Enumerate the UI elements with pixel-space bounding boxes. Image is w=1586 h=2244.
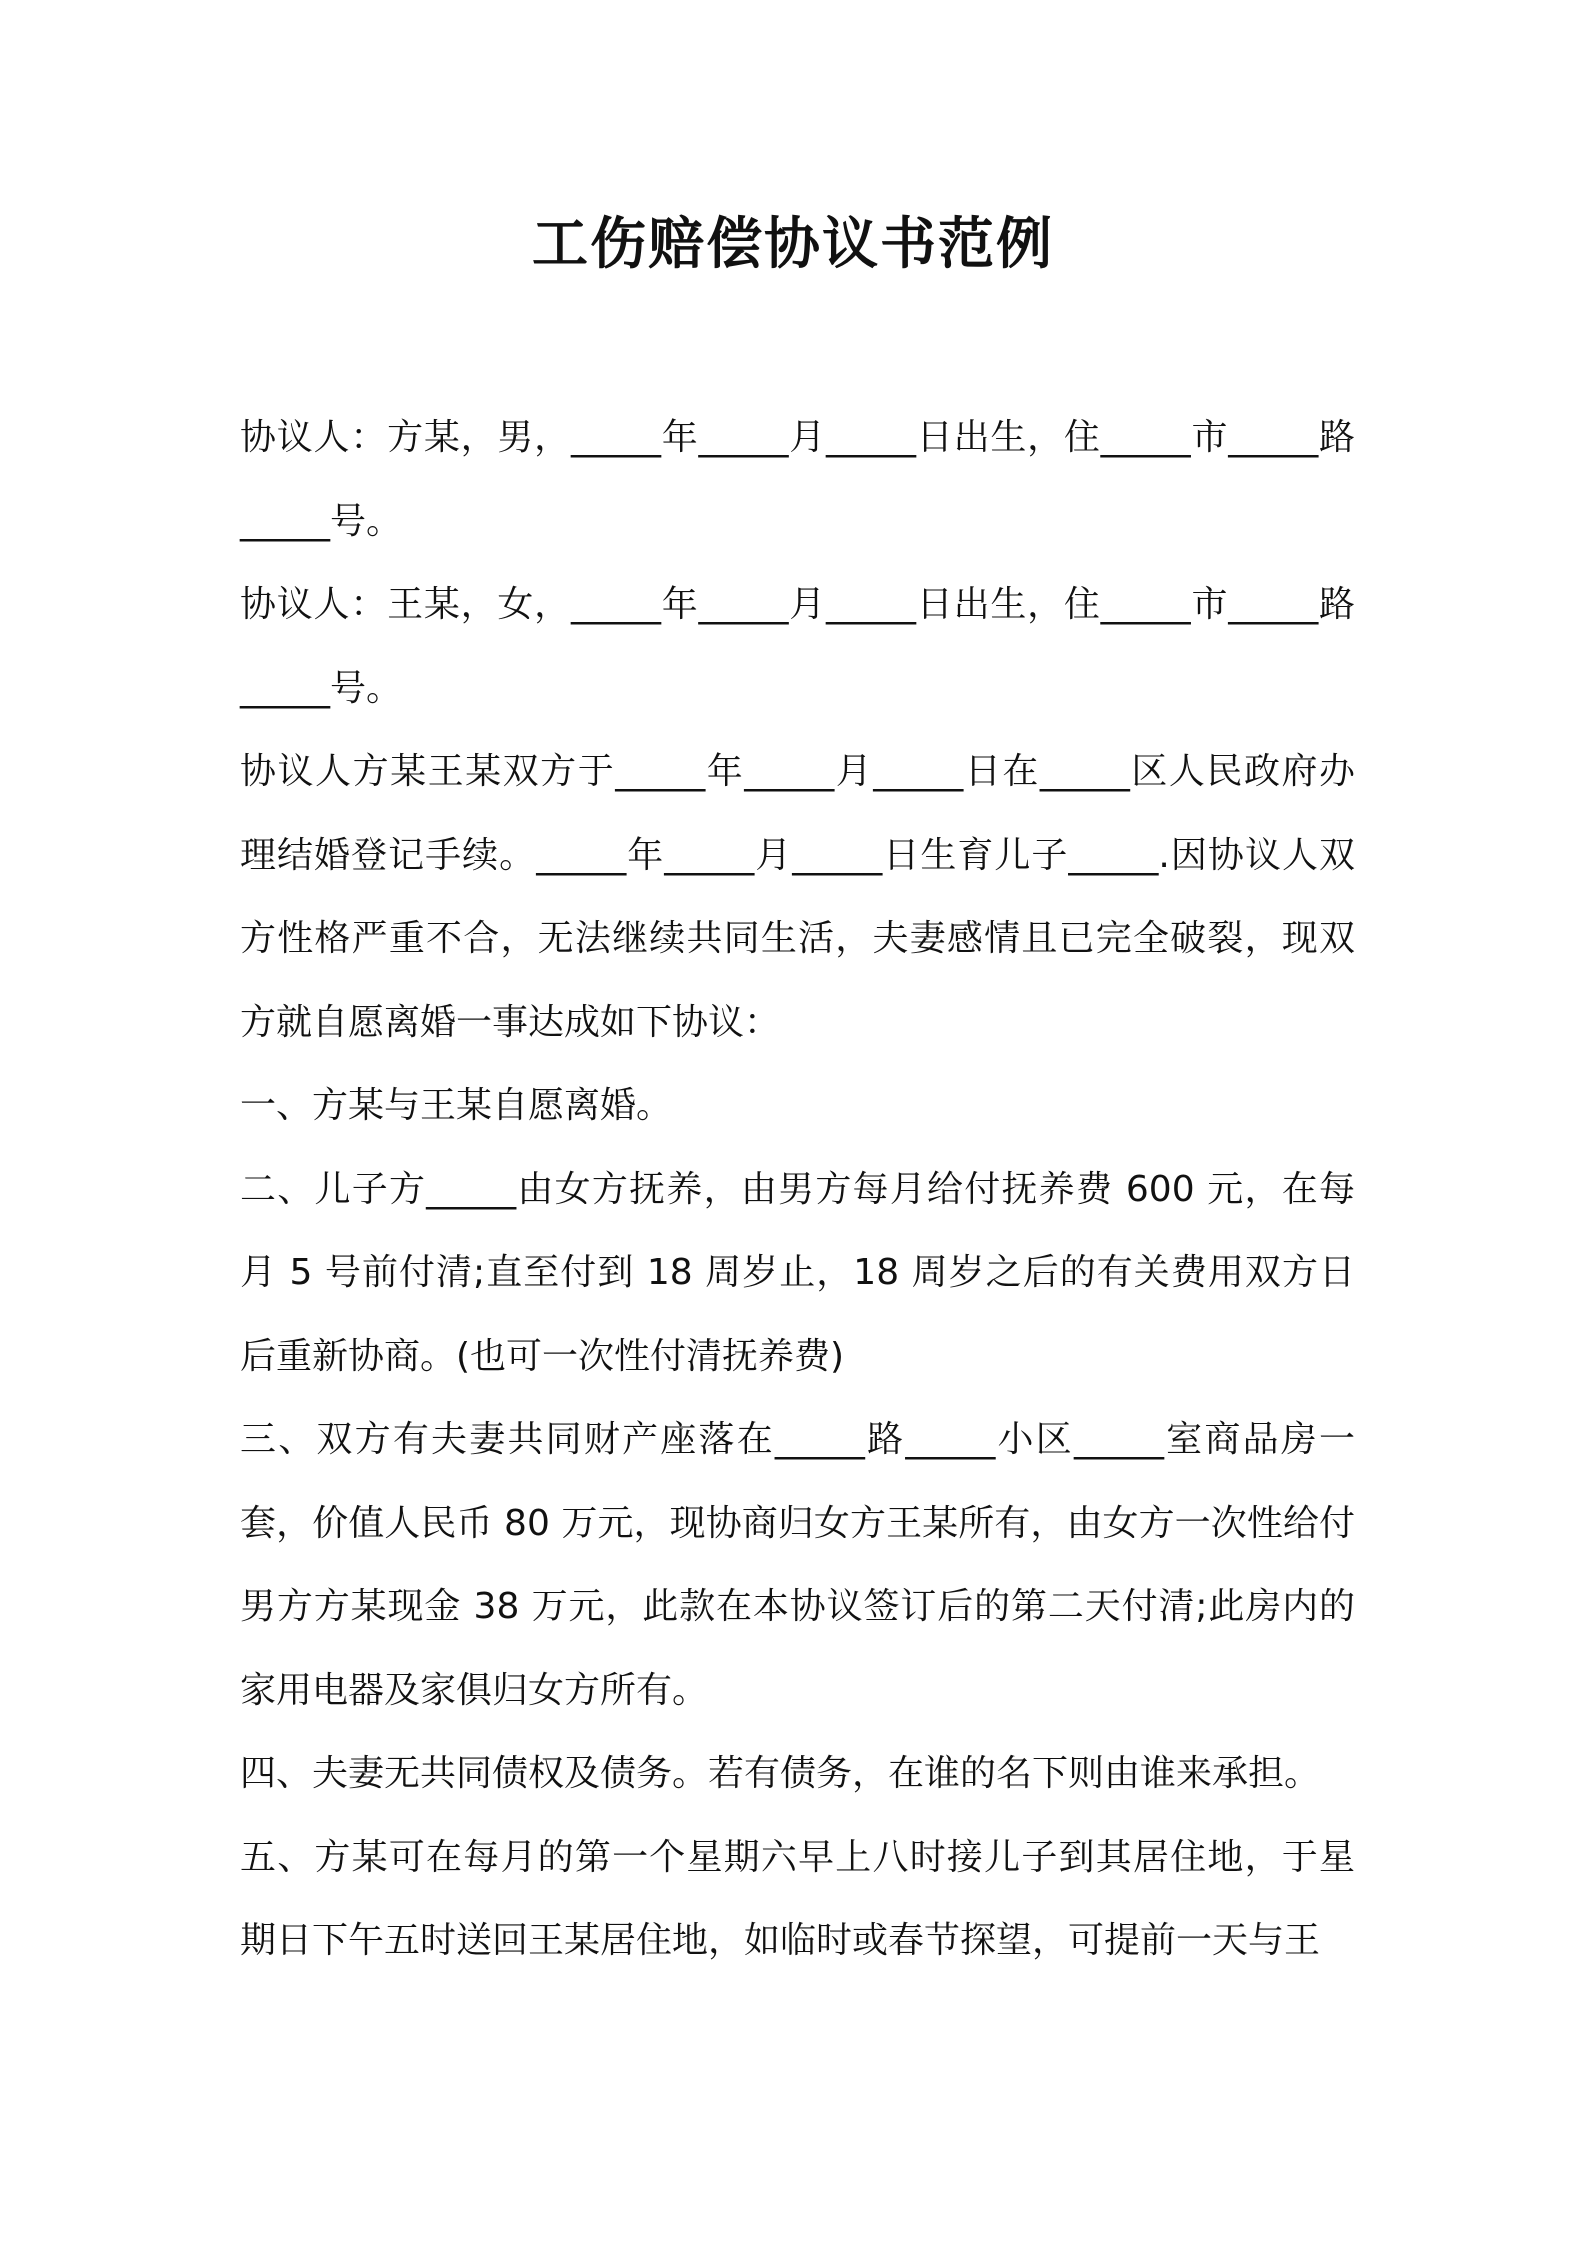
- clause-4: 四、夫妻无共同债权及债务。若有债务，在谁的名下则由谁来承担。: [240, 1753, 1321, 1794]
- clause-3: 三、双方有夫妻共同财产座落在_____路_____小区_____室商品房一套，价值人民币 80 万元，现协商归女方王某所有，由女方一次性给付男方方某现金 38 万元，此款在本协议签订后的第二天付清;此房内的家用电器及家俱归女方所有。: [240, 1419, 1355, 1711]
- paragraph-background: 协议人方某王某双方于_____年_____月_____日在_____区人民政府办理结婚登记手续。_____年_____月_____日生育儿子_____.因协议人双方性格严重不合，无法继续共同生活，夫妻感情且已完全破裂，现双方就自愿离婚一事达成如下协议：: [240, 751, 1355, 1043]
- clause-2: 二、儿子方_____由女方抚养，由男方每月给付抚养费 600 元，在每月 5 号前付清;直至付到 18 周岁止，18 周岁之后的有关费用双方日后重新协商。(也可一次性付清抚养费): [240, 1168, 1355, 1377]
- document-body: [240, 396, 1355, 1983]
- clause-5: 五、方某可在每月的第一个星期六早上八时接儿子到其居住地，于星期日下午五时送回王某居住地，如临时或春节探望，可提前一天与王: [240, 1836, 1355, 1961]
- paragraph-party-b: 协议人：王某，女，_____年_____月_____日出生，住_____市_____路_____号。: [240, 584, 1355, 709]
- clause-1: 一、方某与王某自愿离婚。: [240, 1085, 673, 1126]
- document-title: 工伤赔偿协议书范例: [532, 212, 1054, 277]
- paragraph-party-a: 协议人：方某，男，_____年_____月_____日出生，住_____市_____路_____号。: [240, 417, 1355, 542]
